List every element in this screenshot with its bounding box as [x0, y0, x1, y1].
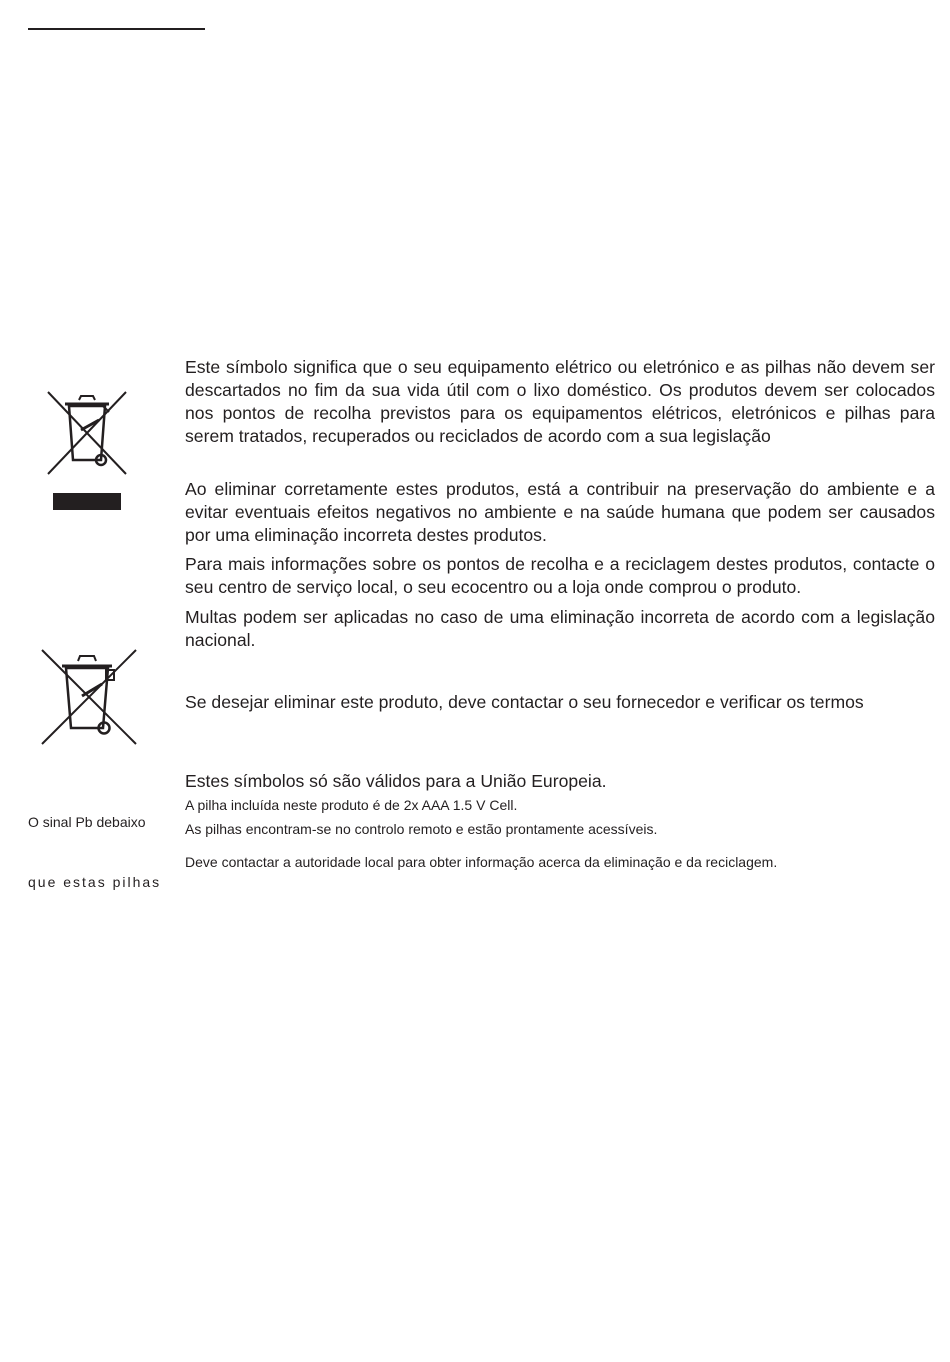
note-battery-type: A pilha incluída neste produto é de 2x AAA 1.5 V Cell.	[185, 797, 518, 813]
side-note-pb-sign: O sinal Pb debaixo	[28, 814, 146, 830]
paragraph-eu-only: Estes símbolos só são válidos para a União Europeia.	[185, 771, 607, 791]
paragraph-disposal-meaning: Este símbolo significa que o seu equipamento elétrico ou eletrónico e as pilhas não devem ser descartados no fim da sua vida útil com o lixo doméstico. Os produtos devem ser colocados nos pontos de recolha previstos para os equipamentos elétricos, eletrónicos e pilhas para serem tratados, recuperados ou reciclados de acordo com a sua legislação	[185, 357, 935, 446]
paragraph-fines: Multas podem ser aplicadas no caso de uma eliminação incorreta de acordo com a legislação nacional.	[185, 607, 935, 650]
note-local-authority: Deve contactar a autoridade local para obter informação acerca da eliminação e da reciclagem.	[185, 854, 778, 870]
paragraph-more-info: Para mais informações sobre os pontos de recolha e a reciclagem destes produtos, contacte o seu centro de serviço local, o seu ecocentro ou a loja onde comprou o produto.	[185, 554, 935, 597]
paragraph-correct-disposal: Ao eliminar corretamente estes produtos, está a contribuir na preservação do ambiente e a evitar eventuais efeitos negativos no ambiente e na saúde humana que podem ser causados por uma eliminação incorreta destes produtos.	[185, 479, 935, 545]
top-rule	[28, 28, 205, 30]
solid-bar-icon	[53, 493, 121, 510]
battery-bin-icon	[40, 648, 138, 746]
note-battery-location: As pilhas encontram-se no controlo remoto e estão prontamente acessíveis.	[185, 821, 658, 837]
paragraph-contact-supplier: Se desejar eliminar este produto, deve contactar o seu fornecedor e verificar os termos	[185, 692, 864, 712]
side-note-batteries: que estas pilhas	[28, 874, 162, 890]
crossed-out-bin-icon	[45, 390, 129, 476]
